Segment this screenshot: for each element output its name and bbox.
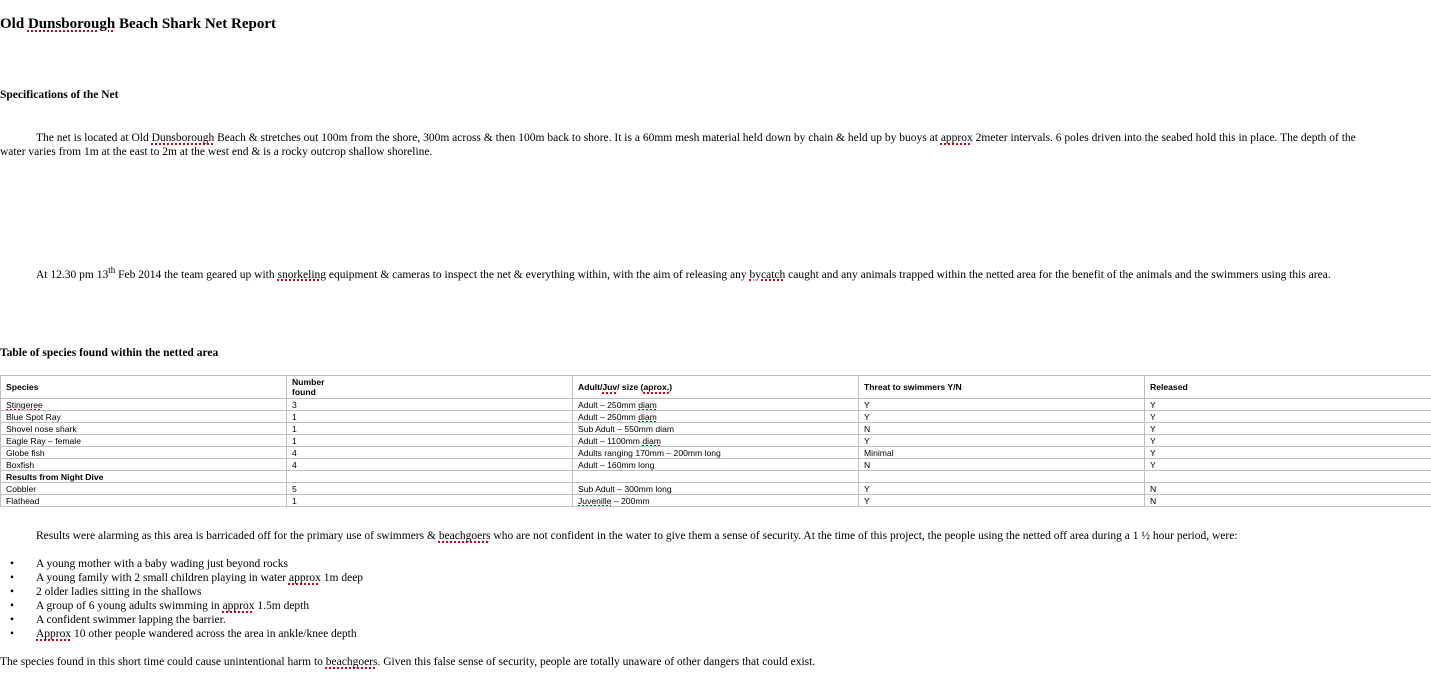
list-item [0, 599, 363, 613]
text: Adult/ [578, 382, 603, 392]
misspelled-word: snorkeling [277, 268, 327, 281]
table-row [1, 495, 1431, 507]
column-header-size [573, 376, 859, 399]
text: The species found in this short time could cause unintentional harm to [0, 656, 326, 668]
cell-species: Shovel nose shark [1, 423, 287, 435]
misspelled-word: beachgoers [325, 656, 378, 668]
text: Feb 2014 the team geared up with [115, 268, 278, 281]
cell-species: Eagle Ray – female [1, 435, 287, 447]
document-title [0, 16, 276, 33]
text: Number [292, 377, 325, 387]
table-row [1, 423, 1431, 435]
text: A confident swimmer lapping the barrier. [36, 614, 226, 626]
misspelled-word: beachgoers [438, 530, 491, 542]
table-row [1, 411, 1431, 423]
column-header-released: Released [1145, 376, 1431, 399]
cell-species: Flathead [1, 495, 287, 507]
cell-threat: Y [859, 411, 1145, 423]
cell-number: 4 [287, 459, 573, 471]
list-item [0, 627, 363, 641]
bullet-icon: • [10, 614, 15, 626]
empty-cell [1145, 471, 1431, 483]
text: . Given this false sense of security, people are totally unaware of other dangers that could exist. [377, 656, 816, 668]
text: A young family with 2 small children playing in water [36, 572, 289, 584]
cell-number: 1 [287, 411, 573, 423]
text: 10 other people wandered across the area in ankle/knee depth [71, 628, 357, 640]
cell-number: 1 [287, 423, 573, 435]
text: found [292, 387, 316, 397]
misspelled-word: approx [940, 132, 973, 144]
specs-heading: Specifications of the Net [0, 89, 119, 101]
cell-species: Cobbler [1, 483, 287, 495]
misspelled-word: Stingeree [6, 399, 43, 410]
cell-released: Y [1145, 447, 1431, 459]
list-item [0, 571, 363, 585]
text: 2 older ladies sitting in the shallows [36, 586, 202, 598]
cell-size: Sub Adult – 300mm long [573, 483, 859, 495]
night-dive-section-label: Results from Night Dive [1, 471, 287, 483]
text: The net is located at Old [36, 132, 152, 144]
text: – 200mm [611, 495, 650, 506]
cell-threat: N [859, 423, 1145, 435]
misspelled-word: bycatch [749, 268, 786, 281]
misspelled-word: Juv [602, 382, 618, 392]
text: Adult – 250mm [578, 399, 639, 410]
cell-threat: N [859, 459, 1145, 471]
cell-released: Y [1145, 423, 1431, 435]
bullet-icon: • [10, 558, 15, 570]
cell-threat: Y [859, 483, 1145, 495]
text: At 12.30 pm 13 [36, 268, 109, 281]
misspelled-word: diam [638, 399, 657, 410]
table-section-row [1, 471, 1431, 483]
text: equipment & cameras to inspect the net & everything within, with the aim of releasing any [326, 268, 750, 281]
text: who are not confident in the water to give them a sense of security. At the time of this project, the people using the netted off area during a 1 ½ hour period, were: [490, 530, 1238, 542]
misspelled-word: approx [288, 572, 321, 584]
text: ) [669, 382, 673, 392]
list-item [0, 613, 363, 627]
cell-released: N [1145, 483, 1431, 495]
column-header-species: Species [1, 376, 287, 399]
cell-size: Adults ranging 170mm – 200mm long [573, 447, 859, 459]
cell-number: 1 [287, 435, 573, 447]
text: / size ( [617, 382, 644, 392]
cell-number: 4 [287, 447, 573, 459]
text: caught and any animals trapped within the netted area for the benefit of the animals and the swimmers using this area. [785, 268, 1331, 281]
bullet-icon: • [10, 586, 15, 598]
cell-released: Y [1145, 435, 1431, 447]
cell-threat: Minimal [859, 447, 1145, 459]
text: Adult – 1100mm [578, 435, 643, 446]
cell-threat: Y [859, 495, 1145, 507]
text: A group of 6 young adults swimming in [36, 600, 223, 612]
inspection-paragraph [36, 263, 1331, 282]
table-row [1, 435, 1431, 447]
misspelled-word: Dunsborough [27, 16, 116, 32]
misspelled-word: diam [642, 435, 661, 446]
title-text: Beach Shark Net Report [115, 16, 277, 32]
empty-cell [573, 471, 859, 483]
table-row [1, 459, 1431, 471]
table-row [1, 399, 1431, 411]
misspelled-word: Juvenille [578, 495, 612, 506]
misspelled-word: approx [222, 600, 255, 612]
table-header-row [1, 376, 1431, 399]
cell-species [1, 399, 287, 411]
cell-number: 5 [287, 483, 573, 495]
text: Adult – 250mm [578, 411, 639, 422]
bullet-icon: • [10, 600, 15, 612]
cell-size [573, 435, 859, 447]
cell-number: 1 [287, 495, 573, 507]
text: Results were alarming as this area is barricaded off for the primary use of swimmers & [36, 530, 439, 542]
table-row [1, 483, 1431, 495]
cell-threat: Y [859, 399, 1145, 411]
cell-released: Y [1145, 459, 1431, 471]
empty-cell [859, 471, 1145, 483]
list-item [0, 585, 363, 599]
people-list [0, 557, 363, 641]
misspelled-word: aprox. [643, 382, 670, 392]
cell-threat: Y [859, 435, 1145, 447]
text: 1m deep [320, 572, 364, 584]
cell-released: Y [1145, 411, 1431, 423]
cell-released: N [1145, 495, 1431, 507]
cell-size: Sub Adult – 550mm diam [573, 423, 859, 435]
results-paragraph [36, 529, 1238, 543]
column-header-threat: Threat to swimmers Y/N [859, 376, 1145, 399]
specs-paragraph-line [36, 131, 1356, 145]
cell-number: 3 [287, 399, 573, 411]
conclusion-paragraph [0, 655, 815, 669]
misspelled-word: Dunsborough [151, 132, 215, 144]
column-header-number [287, 376, 573, 399]
text: 2meter intervals. 6 poles driven into the seabed hold this in place. The depth of the [972, 132, 1356, 144]
text: A young mother with a baby wading just beyond rocks [36, 558, 289, 570]
bullet-icon: • [10, 572, 15, 584]
cell-size: Adult – 160mm long [573, 459, 859, 471]
text: Beach & stretches out 100m from the shore, 300m across & then 100m back to shore. It is a 60mm mesh material held down by chain & held up by buoys at [214, 132, 941, 144]
superscript: th [108, 265, 116, 275]
cell-released: Y [1145, 399, 1431, 411]
specs-paragraph-line: water varies from 1m at the east to 2m at the west end & is a rocky outcrop shallow shoreline. [0, 146, 433, 158]
misspelled-word: diam [638, 411, 657, 422]
cell-species: Blue Spot Ray [1, 411, 287, 423]
cell-species: Globe fish [1, 447, 287, 459]
table-heading: Table of species found within the netted area [0, 347, 219, 359]
list-item [0, 557, 363, 571]
misspelled-word: Approx [36, 628, 72, 640]
cell-size [573, 495, 859, 507]
empty-cell [287, 471, 573, 483]
cell-size [573, 411, 859, 423]
cell-species: Boxfish [1, 459, 287, 471]
bullet-icon: • [10, 628, 15, 640]
species-table [0, 375, 1431, 507]
title-text: Old [0, 16, 28, 32]
text: 1.5m depth [254, 600, 310, 612]
table-row [1, 447, 1431, 459]
cell-size [573, 399, 859, 411]
